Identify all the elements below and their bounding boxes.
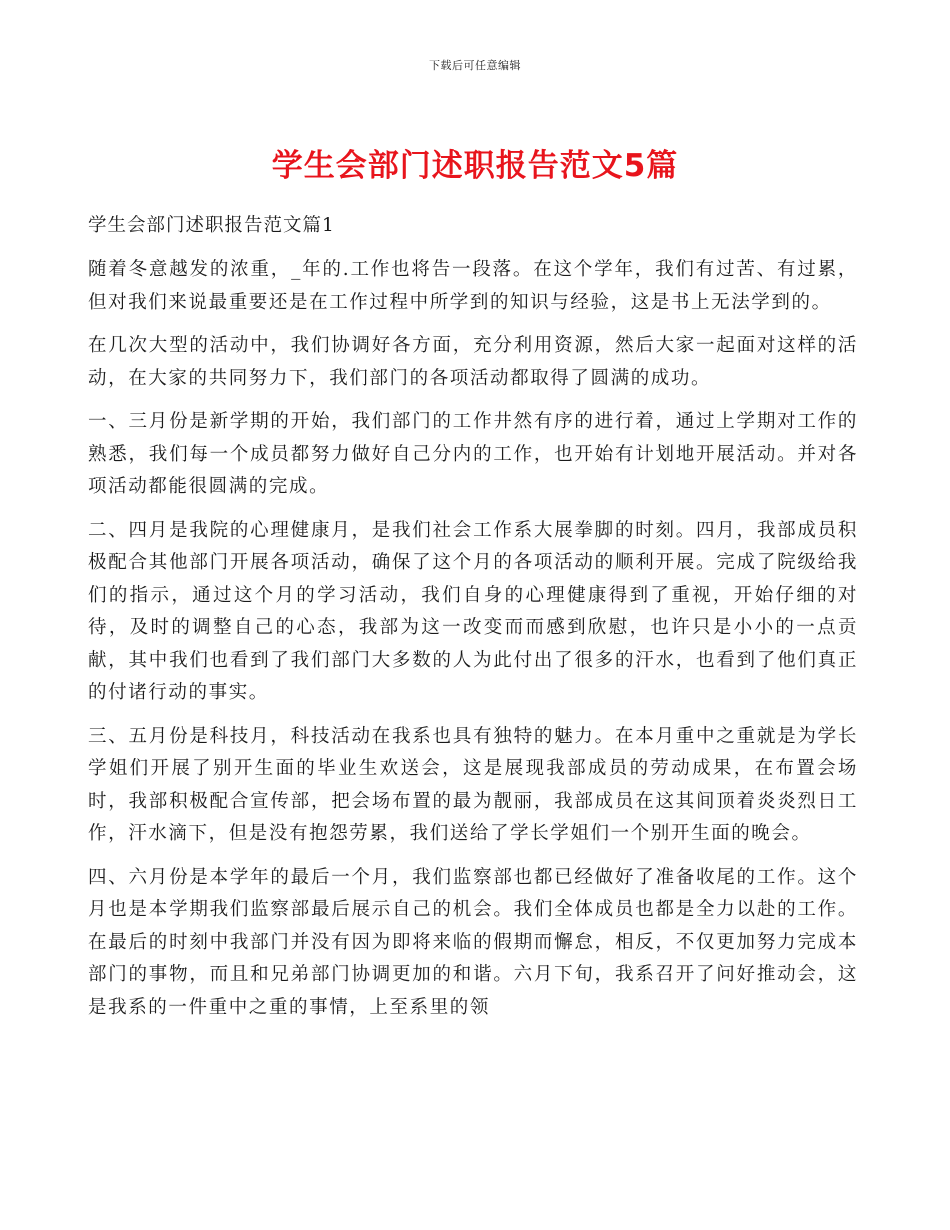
header-note: 下载后可任意编辑 <box>429 59 521 72</box>
paragraph-4: 二、四月是我院的心理健康月，是我们社会工作系大展拳脚的时刻。四月，我部成员积极配合其他部门开展各项活动，确保了这个月的各项活动的顺利开展。完成了院级给我们的指示，通过这个月的学习活动，我们自身的心理健康得到了重视，开始仔细的对待，及时的调整自己的心态，我部为这一改变而而感到欣慰，也许只是小小的一点贡献，其中我们也看到了我们部门大多数的人为此付出了很多的汗水，也看到了他们真正的付诸行动的事实。 <box>88 519 858 703</box>
section-heading: 学生会部门述职报告范文篇1 <box>88 215 335 236</box>
document-title: 学生会部门述职报告范文5篇 <box>271 148 679 184</box>
document-body <box>88 210 858 1035</box>
paragraph-3: 一、三月份是新学期的开始，我们部门的工作井然有序的进行着，通过上学期对工作的熟悉，我们每一个成员都努力做好自己分内的工作，也开始有计划地开展活动。并对各项活动都能很圆满的完成。 <box>88 411 858 497</box>
paragraph-6: 四、六月份是本学年的最后一个月，我们监察部也都已经做好了准备收尾的工作。这个月也是本学期我们监察部最后展示自己的机会。我们全体成员也都是全力以赴的工作。在最后的时刻中我部门并没有因为即将来临的假期而懈怠，相反，不仅更加努力完成本部门的事物，而且和兄弟部门协调更加的和谐。六月下旬，我系召开了问好推动会，这是我系的一件重中之重的事情，上至系里的领 <box>88 866 858 1018</box>
paragraph-5: 三、五月份是科技月，科技活动在我系也具有独特的魅力。在本月重中之重就是为学长学姐们开展了别开生面的毕业生欢送会，这是展现我部成员的劳动成果，在布置会场时，我部积极配合宣传部，把会场布置的最为靓丽，我部成员在这其间顶着炎炎烈日工作，汗水滴下，但是没有抱怨劳累，我们送给了学长学姐们一个别开生面的晚会。 <box>88 725 858 844</box>
paragraph-2: 在几次大型的活动中，我们协调好各方面，充分利用资源，然后大家一起面对这样的活动，在大家的共同努力下，我们部门的各项活动都取得了圆满的成功。 <box>88 335 858 389</box>
paragraph-1: 随着冬意越发的浓重，_年的.工作也将告一段落。在这个学年，我们有过苦、有过累，但对我们来说最重要还是在工作过程中所学到的知识与经验，这是书上无法学到的。 <box>88 259 858 313</box>
